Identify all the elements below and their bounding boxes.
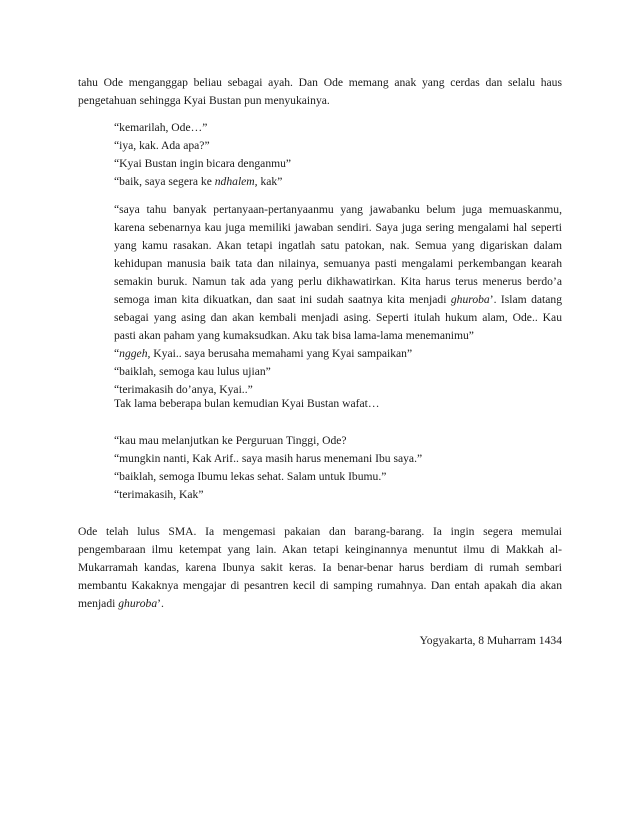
- closing-paragraph: [78, 523, 562, 613]
- closing-italic-term: ghuroba: [118, 597, 158, 610]
- dialog-line: “kau mau melanjutkan ke Perguruan Tinggi, Ode?: [114, 434, 347, 447]
- speech-line: karena sebenarnya kau juga memiliki jawaban sendiri. Saya juga sering mengalami hal seperti: [114, 221, 562, 234]
- narration-paragraph: [114, 395, 562, 413]
- closing-line: [78, 595, 562, 613]
- speech-line: “saya tahu banyak pertanyaan-pertanyaanmu yang jawabanku belum juga memuaskanmu,: [114, 203, 562, 216]
- dialog-group-1: [114, 119, 562, 191]
- speech-text: semoga iman kita dikuatkan, dan saat ini sudah saatnya kita menjadi: [114, 293, 451, 306]
- dialog-text: “: [114, 347, 120, 360]
- intro-line: pengetahuan sehingga Kyai Bustan pun menyukainya.: [78, 94, 330, 107]
- closing-line: pengembaraan ilmu ketempat yang lain. Akan tetapi keinginannya menuntut ilmu di Makkah al-: [78, 543, 562, 556]
- closing-line: Mukarramah kandas, karena Ibunya sakit keras. Ia benar-benar harus berdiam di rumah sembari: [78, 561, 562, 574]
- kyai-speech: [114, 201, 562, 399]
- speech-line: [114, 291, 562, 309]
- dialog-group-3: [114, 432, 562, 504]
- dialog-text: Kyai.. saya berusaha memahami yang Kyai sampaikan”: [150, 347, 413, 360]
- dialog-text: “baik, saya segera ke: [114, 175, 215, 188]
- place-date-signature: Yogyakarta, 8 Muharram 1434: [419, 634, 562, 647]
- intro-paragraph: [78, 74, 562, 110]
- speech-italic-term: ghuroba: [450, 293, 490, 306]
- dialog-line: “terimakasih do’anya, Kyai..”: [114, 383, 253, 396]
- closing-text: menjadi: [78, 597, 119, 610]
- dialog-line: “terimakasih, Kak”: [114, 488, 204, 501]
- speech-text: ’. Islam datang: [489, 293, 562, 306]
- dialog-line: “baiklah, semoga kau lulus ujian”: [114, 365, 271, 378]
- dialog-line: “kemarilah, Ode…”: [114, 121, 208, 134]
- dialog-line: “baiklah, semoga Ibumu lekas sehat. Salam untuk Ibumu.”: [114, 470, 387, 483]
- dialog-line: “mungkin nanti, Kak Arif.. saya masih harus menemani Ibu saya.”: [114, 452, 423, 465]
- dialog-line: “Kyai Bustan ingin bicara denganmu”: [114, 157, 292, 170]
- intro-line: tahu Ode menganggap beliau sebagai ayah. Dan Ode memang anak yang cerdas dan selalu haus: [78, 76, 562, 89]
- dialog-line: “iya, kak. Ada apa?”: [114, 139, 210, 152]
- speech-line: sebagai yang asing dan akan kembali menjadi asing. Seperti itulah hukum alam, Ode.. Kau: [114, 311, 562, 324]
- speech-line: yang kamu rasakan. Akan tetapi ingatlah satu patokan, nak. Semua yang digariskan dalam: [114, 239, 562, 252]
- speech-line: pasti akan paham yang kumaksudkan. Aku tak bisa lama-lama menemanimu”: [114, 329, 474, 342]
- closing-line: Ode telah lulus SMA. Ia mengemasi pakaian dan barang-barang. Ia ingin segera memulai: [78, 525, 562, 538]
- dialog-italic-term: ndhalem,: [214, 175, 258, 188]
- speech-line: kehidupan manusia baik tata dan nilainya, semuanya pasti mengalami perkembangan kearah: [114, 257, 562, 270]
- dialog-line: [114, 173, 562, 191]
- speech-line: semakin buruk. Namun tak ada yang perlu dikhawatirkan. Kita harus terus menerus berdo’a: [114, 275, 562, 288]
- closing-line: membantu Kakaknya mengajar di pesantren kecil di samping rumahnya. Dan entah apakah dia akan: [78, 579, 562, 592]
- closing-text: ’.: [157, 597, 164, 610]
- dialog-text: kak”: [257, 175, 283, 188]
- dialog-line: [114, 345, 562, 363]
- narration-line: Tak lama beberapa bulan kemudian Kyai Bustan wafat…: [114, 397, 380, 410]
- dialog-italic-term: nggeh,: [119, 347, 151, 360]
